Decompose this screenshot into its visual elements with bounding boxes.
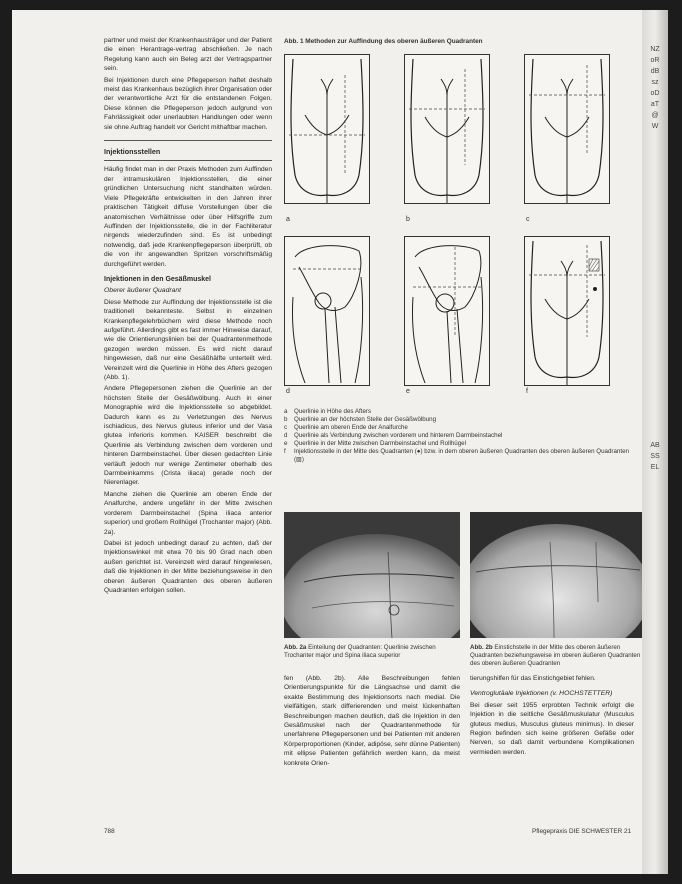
legend-row-b: b Querlinie an der höchsten Stelle der Gesäßwölbung bbox=[284, 416, 437, 423]
photo-2b-image bbox=[470, 512, 642, 638]
page-number: 788 bbox=[104, 828, 115, 835]
panel-label-e: e bbox=[406, 388, 410, 395]
heading-injection-sites: Injektionsstellen bbox=[104, 147, 161, 157]
figure-panel-d bbox=[284, 236, 370, 386]
photo-2a bbox=[284, 512, 460, 638]
caption-2a: Abb. 2a Einteilung der Quadranten: Querlinie zwischen Trochanter major und Spina iliaca superior bbox=[284, 644, 436, 659]
paragraph-right-1: tierungshilfen für das Einstichgebiet fehlen. bbox=[470, 675, 596, 682]
photo-2b bbox=[470, 512, 642, 638]
paragraph-intro: partner und meist der Krankenhausträger und der Patient die einen Herantrage-vertrag abschließen. Je nach Regelung kann auch ein Beleg arzt der Vertragspartner sein. bbox=[104, 37, 272, 73]
edge-letters-top: NZoRdBszoDaT@W bbox=[650, 46, 660, 130]
paragraph-quadrant: Diese Methode zur Auffindung der Injektionsstelle ist die traditionell bekannteste. Selbst in einzelnen Krankenpflegelehrbüchern wird diese Methode noch aufgeführt. Allerdings gibt es fast immer Hinweise darauf, wie die Orientierungslinien bei der Quadrantenmethode gezogen werden müssen. Es wird nicht darauf hingewiesen, daß nur eine Gesäßhälfte unterteilt wird. Vereinzelt wird die Querlinie in Höhe des Afters gezogen (Abb. 1). bbox=[104, 298, 272, 381]
section-divider bbox=[104, 140, 272, 141]
subheading-quadrant: Oberer äußerer Quadrant bbox=[104, 287, 182, 295]
buttocks-outline-b bbox=[405, 55, 489, 203]
legend-row-c: c Querlinie am oberen Ende der Analfurche bbox=[284, 424, 408, 431]
panel-label-d: d bbox=[286, 388, 290, 395]
middle-column bbox=[284, 674, 460, 770]
figure-panel-f bbox=[524, 236, 610, 386]
legend-row-a: a Querlinie in Höhe des Afters bbox=[284, 408, 372, 415]
left-column bbox=[104, 36, 272, 597]
figure-legend bbox=[284, 408, 640, 464]
panel-label-c: c bbox=[526, 216, 530, 223]
legend-row-f: f Injektionsstelle in der Mitte des Quadranten (●) bzw. in dem oberen äußeren Quadranten des oberen äußeren Quadranten (▨) bbox=[284, 448, 629, 463]
right-column bbox=[470, 674, 634, 759]
edge-letters-mid: ABSSEL bbox=[650, 442, 660, 471]
figure-panel-a bbox=[284, 54, 370, 204]
paragraph-intro-2: Bei Injektionen durch eine Pflegeperson haftet deshalb meist das Krankenhaus bezüglich ihrer Organisation oder der verantwortliche Arzt für die entstandenen Folgen. Diese können die Pflegeperson jedoch aufgrund von Fahrlässigkeit oder unerlaubten Handlungen oder wenn sie ohne Auftrag handelt vor Gericht mithaftbar machen. bbox=[104, 76, 272, 131]
paragraph-care: Dabei ist jedoch unbedingt darauf zu achten, daß der Injektionswinkel mit etwa 70 bis 90 Grad nach oben außen gerichtet ist. Vereinzelt wird darauf hingewiesen, daß die Injektionen in der Mitte beziehungsweise in den oberen äußeren Quadranten des oberen äußeren Quadranten erfolgen sollen. bbox=[104, 539, 272, 594]
legend-row-e: e Querlinie in der Mitte zwischen Darmbeinstachel und Rollhügel bbox=[284, 440, 466, 447]
figure-panel-b bbox=[404, 54, 490, 204]
panel-label-b: b bbox=[406, 216, 410, 223]
legend-row-d: d Querlinie als Verbindung zwischen vorderem und hinterem Darmbeinstachel bbox=[284, 432, 503, 439]
buttocks-outline-a bbox=[285, 55, 369, 203]
next-page-edge bbox=[642, 10, 668, 874]
caption-2b: Abb. 2b Einstichstelle in der Mitte des oberen äußeren Quadranten beziehungsweise im oberen äußeren Quadranten des oberen äußeren Quadranten bbox=[470, 644, 641, 667]
paragraph-other: Andere Pflegepersonen ziehen die Querlinie an der höchsten Stelle der Gesäßwölbung. Auch in einer Monographie wird die Injektionsstelle so abgebildet. Dadurch kann es zu Verletzungen des Nervus ischiadicus, des Nervus gluteus inferior und der Vasa glutea inferioris kommen. KAISER beschreibt die Querlinie als Verbindung zwischen dem vorderen und hinteren Darmbeinstachel. Über diesen gedachten Linie verläuft jedoch nur wenige Zentimeter oberhalb des Darmbeinkamms (Crista iliaca) gerade noch der Nierenlager. bbox=[104, 385, 272, 487]
paragraph-mid: fen (Abb. 2b). Alle Beschreibungen fehlen Orientierungspunkte für die Längsachse und damit die exakte Bestimmung des Injektionsorts nach medial. Die vielfältigen, stark differierenden und meist lückenhaften Beschreibungen machen deutlich, daß die Injektion in den Gesäßmuskel nach der Quadrantenmethode für unerfahrene Pflegepersonen und bei Patienten mit anderen Körperproportionen (Kinder, adipöse, sehr dünne Patienten) mit ellipse Patienten gefährlich werden kann, da meist konkrete Orien- bbox=[284, 675, 460, 767]
panel-label-f: f bbox=[526, 388, 528, 395]
paragraph-sites: Häufig findet man in der Praxis Methoden zum Auffinden der intramuskulären Injektionsstellen, die einer gründlichen Untersuchung nicht standhalten würden. Viele Pflegekräfte entwickelten in den Jahren ihrer praktischen Tätigkeit diffuse Vorstellungen über die anatomischen Verhältnisse oder über Hilfsgriffe zum Auffinden der Injektionsstelle, die in der Fachliteratur nirgends wiederzufinden sind. Es ist unbedingt notwendig, daß jede Krankenpflegeperson überprüft, ob die von ihr angewandten Spritzen vorschriftsmäßig durchgeführt werden. bbox=[104, 166, 272, 268]
pelvis-outline-d bbox=[285, 237, 369, 385]
figure-panel-c bbox=[524, 54, 610, 204]
panel-label-a: a bbox=[286, 216, 290, 223]
figure-title: Abb. 1 Methoden zur Auffindung des oberen äußeren Quadranten bbox=[284, 38, 483, 45]
pelvis-outline-e bbox=[405, 237, 489, 385]
injection-point-marker bbox=[593, 287, 597, 291]
photo-2a-image bbox=[284, 512, 460, 638]
buttocks-outline-c bbox=[525, 55, 609, 203]
book-page bbox=[12, 10, 668, 874]
section-divider-2 bbox=[104, 160, 272, 161]
paragraph-right-2: Bei dieser seit 1955 erprobten Technik erfolgt die Injektion in die seitliche Gesäßmuskulatur (Musculus gluteus medius, Musculus gluteus minimus). In dieser Region befinden sich keine größeren Gefäße oder Nerven, so daß damit verbundene Komplikationen vermieden werden. bbox=[470, 701, 634, 756]
figure-panel-e bbox=[404, 236, 490, 386]
heading-ventrogluteal: Ventroglutäale Injektionen (v. HOCHSTETTER) bbox=[470, 690, 613, 698]
buttocks-outline-f bbox=[525, 237, 609, 385]
page-footer: Pflegepraxis DIE SCHWESTER 21 bbox=[532, 828, 632, 835]
paragraph-some: Manche ziehen die Querlinie am oberen Ende der Analfurche, andere ungefähr in der Mitte zwischen vorderem Darmbeinstachel (Spina iliaca anterior superior) und großem Rollhügel (Trochanter major) (Abb. 2a). bbox=[104, 490, 272, 536]
heading-gluteal: Injektionen in den Gesäßmuskel bbox=[104, 275, 211, 283]
